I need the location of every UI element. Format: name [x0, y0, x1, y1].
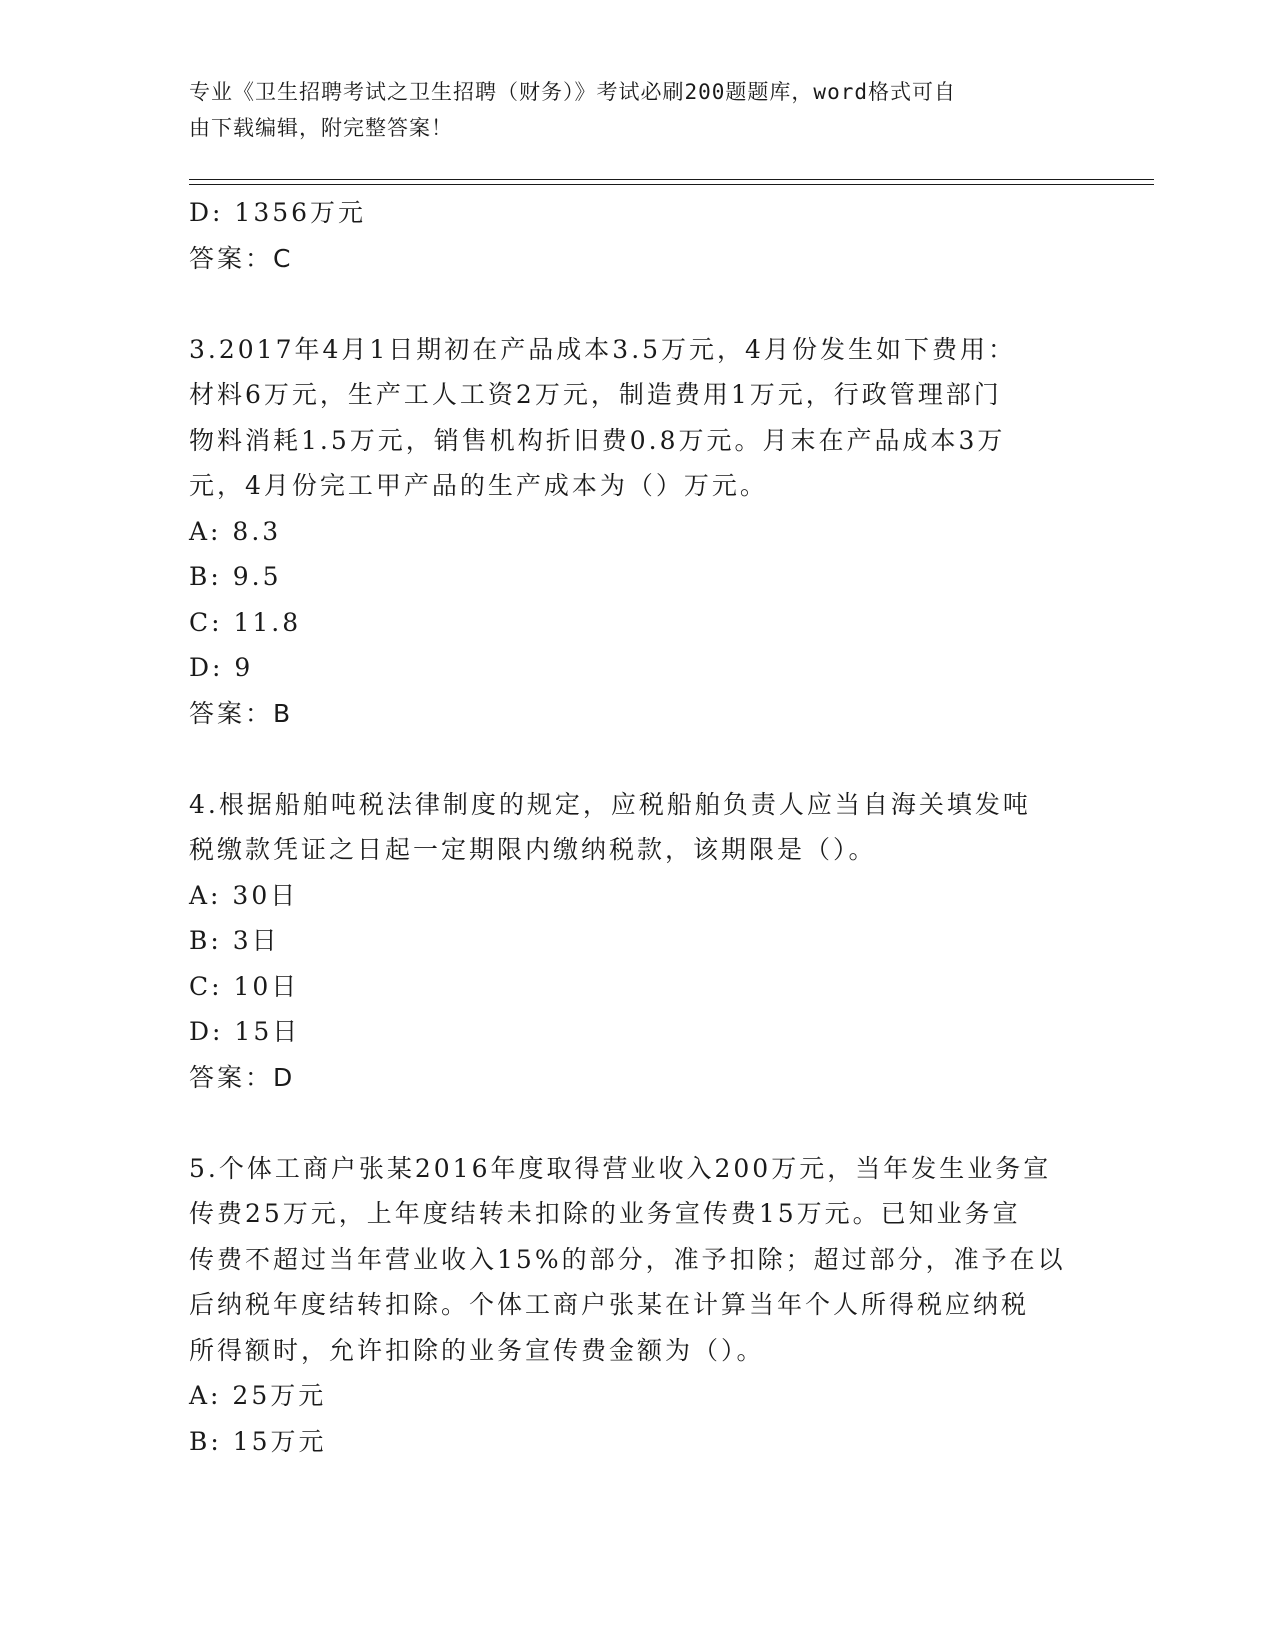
question-stem-line: 4.根据船舶吨税法律制度的规定，应税船舶负责人应当自海关填发吨 — [189, 789, 1031, 819]
page-header — [189, 74, 1089, 146]
page-content — [189, 190, 1089, 1464]
option-d: D: 9 — [189, 653, 254, 682]
header-divider-top — [189, 179, 1154, 180]
header-divider-bottom — [189, 184, 1154, 185]
answer: 答案：D — [189, 1062, 296, 1092]
spacer — [189, 736, 1089, 782]
question-stem-line: 3.2017年4月1日期初在产品成本3.5万元，4月份发生如下费用： — [189, 334, 1016, 364]
option-a: A: 8.3 — [189, 516, 282, 546]
header-title-line-2: 由下载编辑，附完整答案！ — [189, 116, 453, 140]
question-stem-line: 传费不超过当年营业收入15%的部分，准予扣除；超过部分，准予在以 — [189, 1244, 1066, 1274]
option-c: C: 10日 — [189, 971, 300, 1001]
question-stem-line: 元，4月份完工甲产品的生产成本为（）万元。 — [189, 471, 768, 500]
question-4 — [189, 782, 1089, 1101]
question-stem-line: 后纳税年度结转扣除。个体工商户张某在计算当年个人所得税应纳税 — [189, 1290, 1030, 1319]
option-b: B: 9.5 — [189, 562, 282, 591]
question-stem-line: 材料6万元，生产工人工资2万元，制造费用1万元，行政管理部门 — [189, 380, 1002, 409]
question-stem-line: 传费25万元，上年度结转未扣除的业务宣传费15万元。已知业务宣 — [189, 1199, 1021, 1228]
question-stem-line: 税缴款凭证之日起一定期限内缴纳税款，该期限是（）。 — [189, 835, 877, 864]
header-title-line-1: 专业《卫生招聘考试之卫生招聘（财务）》考试必刷200题题库，word格式可自 — [189, 80, 956, 104]
answer: 答案：B — [189, 698, 294, 728]
option-c: C: 11.8 — [189, 607, 302, 637]
spacer — [189, 1100, 1089, 1146]
question-stem-line: 5.个体工商户张某2016年度取得营业收入200万元，当年发生业务宣 — [189, 1153, 1052, 1183]
option-d: D: 1356万元 — [189, 198, 367, 227]
option-a: A: 25万元 — [189, 1381, 327, 1410]
option-d: D: 15日 — [189, 1017, 301, 1046]
question-3 — [189, 327, 1089, 737]
spacer — [189, 281, 1089, 327]
question-stem-line: 所得额时，允许扣除的业务宣传费金额为（）。 — [189, 1335, 765, 1365]
question-5 — [189, 1146, 1089, 1465]
option-b: B: 15万元 — [189, 1426, 327, 1456]
question-stem-line: 物料消耗1.5万元，销售机构折旧费0.8万元。月末在产品成本3万 — [189, 425, 1006, 455]
option-a: A: 30日 — [189, 880, 299, 910]
answer: 答案：C — [189, 243, 294, 273]
option-b: B: 3日 — [189, 926, 280, 955]
